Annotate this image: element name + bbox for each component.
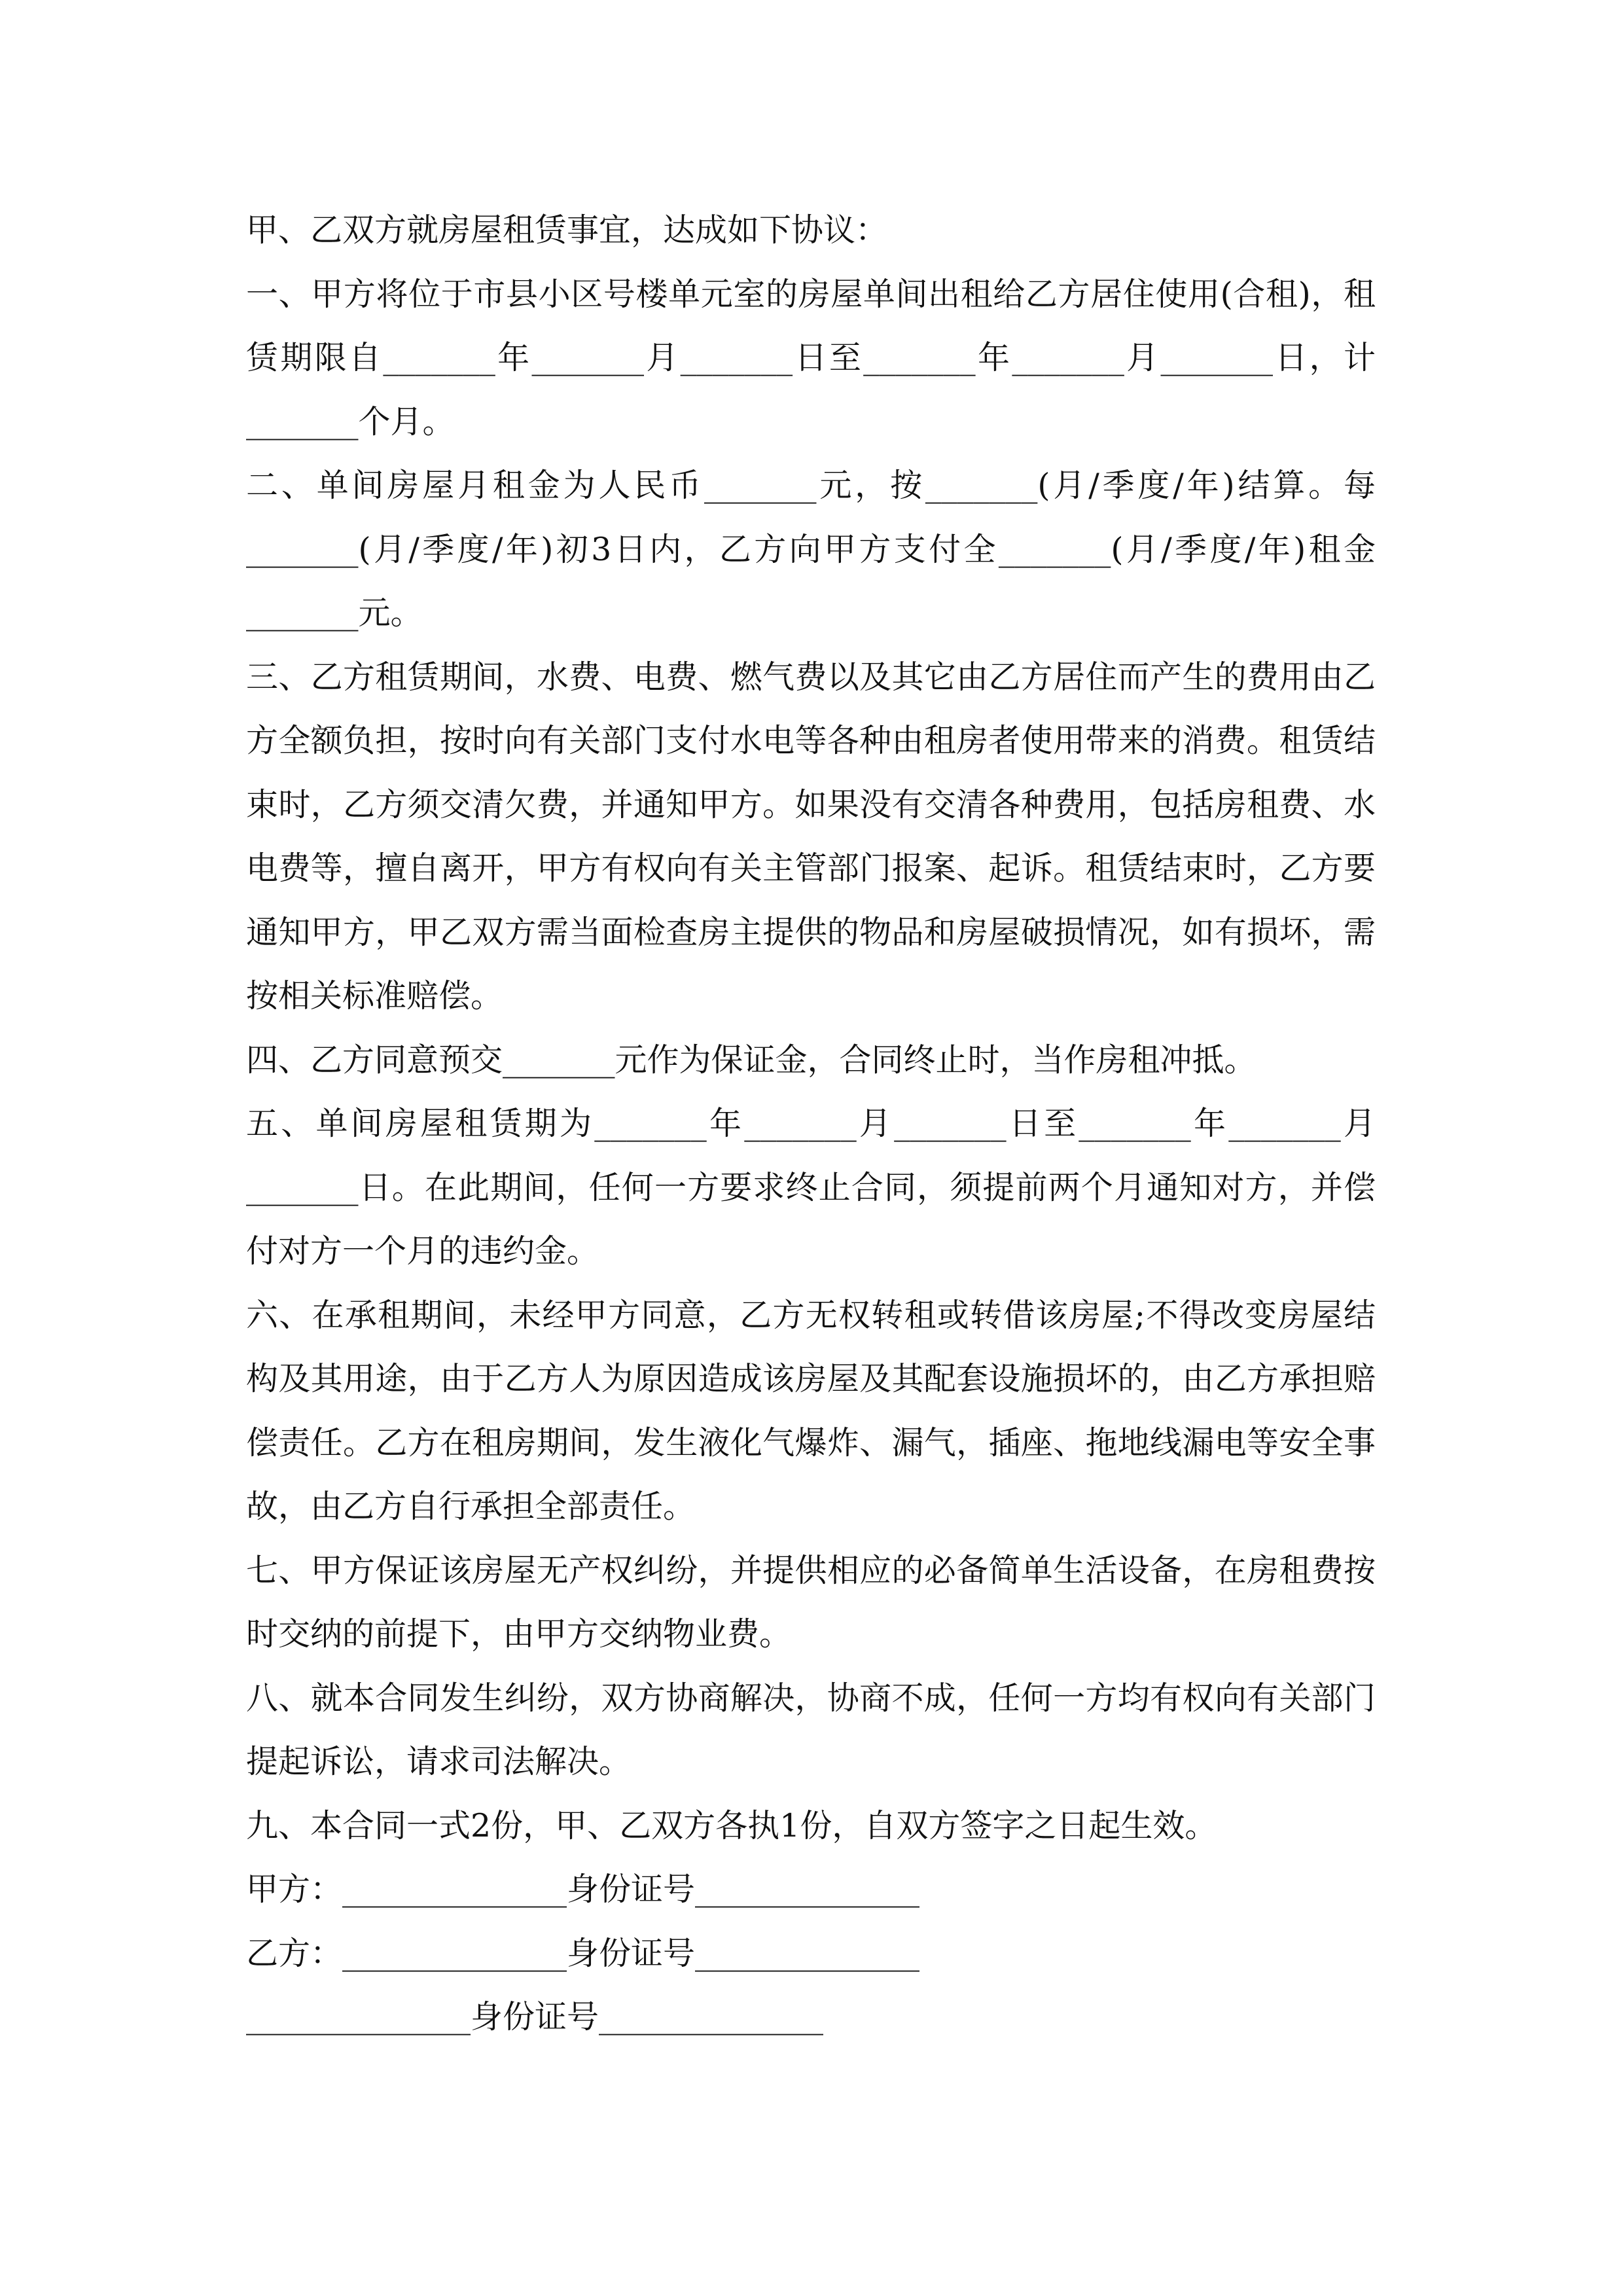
text-line: ______________身份证号______________: [246, 1998, 824, 2036]
text-line: 八、就本合同发生纠纷，双方协商解决，协商不成，任何一方均有权向有关部门: [246, 1679, 1376, 1717]
text-line: 偿责任。乙方在租房期间，发生液化气爆炸、漏气，插座、拖地线漏电等安全事: [246, 1424, 1376, 1462]
text-line: _______(月/季度/年)初3日内，乙方向甲方支付全_______(月/季度/年)租金: [246, 530, 1376, 568]
text-line: 赁期限自_______年_______月_______日至_______年_______月_______日，计: [246, 339, 1376, 376]
text-line: 提起诉讼，请求司法解决。: [246, 1743, 632, 1780]
text-line: 时交纳的前提下，由甲方交纳物业费。: [246, 1615, 792, 1653]
text-line: 通知甲方，甲乙双方需当面检查房主提供的物品和房屋破损情况，如有损坏，需: [246, 913, 1376, 951]
text-line: 束时，乙方须交清欠费，并通知甲方。如果没有交清各种费用，包括房租费、水: [246, 785, 1376, 823]
text-line: 构及其用途，由于乙方人为原因造成该房屋及其配套设施损坏的，由乙方承担赔: [246, 1360, 1376, 1397]
text-line: _______日。在此期间，任何一方要求终止合同，须提前两个月通知对方，并偿: [246, 1168, 1376, 1206]
text-line: 六、在承租期间，未经甲方同意，乙方无权转租或转借该房屋;不得改变房屋结: [246, 1296, 1376, 1334]
text-line: 方全额负担，按时向有关部门支付水电等各种由租房者使用带来的消费。租赁结: [246, 722, 1376, 759]
text-line: _______元。: [246, 594, 423, 632]
text-line: 甲方：______________身份证号______________: [246, 1871, 920, 1908]
text-line: 二、单间房屋月租金为人民币_______元，按_______(月/季度/年)结算。每: [246, 467, 1376, 504]
text-line: 四、乙方同意预交_______元作为保证金，合同终止时，当作房租冲抵。: [246, 1041, 1257, 1079]
text-line: 甲、乙双方就房屋租赁事宜，达成如下协议：: [246, 211, 888, 249]
text-line: 一、甲方将位于市县小区号楼单元室的房屋单间出租给乙方居住使用(合租)，租: [246, 275, 1376, 313]
contract-body: [246, 198, 1376, 2049]
text-line: 九、本合同一式2份，甲、乙双方各执1份，自双方签字之日起生效。: [246, 1806, 1217, 1844]
text-line: 七、甲方保证该房屋无产权纠纷，并提供相应的必备简单生活设备，在房租费按: [246, 1551, 1376, 1589]
text-line: 电费等，擅自离开，甲方有权向有关主管部门报案、起诉。租赁结束时，乙方要: [246, 850, 1376, 887]
text-line: _______个月。: [246, 403, 455, 440]
text-line: 五、单间房屋租赁期为_______年_______月_______日至_______年_______月: [246, 1105, 1376, 1142]
text-line: 故，由乙方自行承担全部责任。: [246, 1488, 696, 1525]
text-line: 三、乙方租赁期间，水费、电费、燃气费以及其它由乙方居住而产生的费用由乙: [246, 658, 1376, 696]
text-line: 付对方一个月的违约金。: [246, 1232, 599, 1270]
text-line: 按相关标准赔偿。: [246, 977, 503, 1014]
text-line: 乙方：______________身份证号______________: [246, 1934, 920, 1972]
